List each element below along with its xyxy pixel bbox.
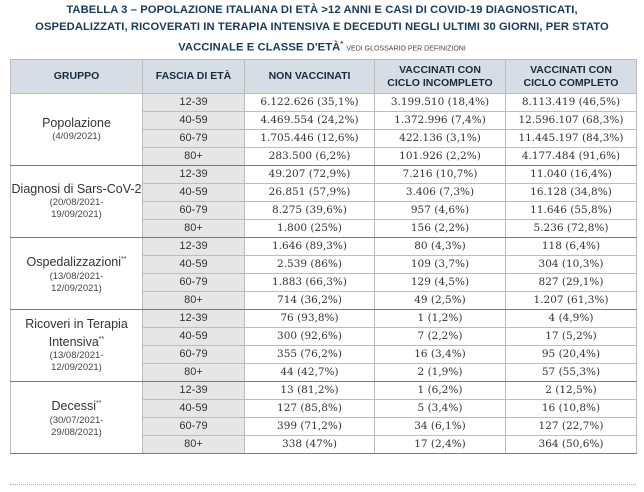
header-completo-line-2: CICLO COMPLETO xyxy=(523,76,619,89)
non-vaccinati-cell: 8.275 (39,6%) xyxy=(245,202,375,220)
ciclo-completo-cell: 16.128 (34,8%) xyxy=(506,184,637,202)
title-line-3 xyxy=(0,36,644,58)
ciclo-incompleto-cell: 1 (6,2%) xyxy=(375,382,506,400)
group-cell xyxy=(11,238,143,310)
age-cell: 40-59 xyxy=(143,328,245,346)
non-vaccinati-cell: 1.646 (89,3%) xyxy=(245,238,375,256)
header-incompleto-line-1: VACCINATI CON xyxy=(399,63,481,76)
ciclo-incompleto-cell: 16 (3,4%) xyxy=(375,346,506,364)
group-period: (4/09/2021) xyxy=(52,131,101,142)
ciclo-completo-cell: 4.177.484 (91,6%) xyxy=(506,148,637,166)
group-period: (20/08/2021- xyxy=(49,197,104,208)
age-cell: 80+ xyxy=(143,220,245,238)
ciclo-completo-cell: 57 (55,3%) xyxy=(506,364,637,382)
ciclo-incompleto-cell: 109 (3,7%) xyxy=(375,256,506,274)
non-vaccinati-cell: 13 (81,2%) xyxy=(245,382,375,400)
age-cell: 40-59 xyxy=(143,256,245,274)
age-cell: 60-79 xyxy=(143,130,245,148)
ciclo-incompleto-cell: 1.372.996 (7,4%) xyxy=(375,112,506,130)
group-cell xyxy=(11,94,143,166)
ciclo-completo-cell: 2 (12,5%) xyxy=(506,382,637,400)
ciclo-incompleto-cell: 7.216 (10,7%) xyxy=(375,166,506,184)
group-cell xyxy=(11,166,143,238)
age-cell: 12-39 xyxy=(143,94,245,112)
age-cell: 12-39 xyxy=(143,310,245,328)
glossary-note: VEDI GLOSSARIO PER DEFINIZIONI xyxy=(346,45,466,53)
group-marker: ** xyxy=(121,256,127,264)
ciclo-incompleto-cell: 101.926 (2,2%) xyxy=(375,148,506,166)
non-vaccinati-cell: 2.539 (86%) xyxy=(245,256,375,274)
ciclo-completo-cell: 5.236 (72,8%) xyxy=(506,220,637,238)
ciclo-incompleto-cell: 80 (4,3%) xyxy=(375,238,506,256)
ciclo-completo-cell: 364 (50,6%) xyxy=(506,436,637,454)
non-vaccinati-cell: 1.800 (25%) xyxy=(245,220,375,238)
age-cell: 60-79 xyxy=(143,346,245,364)
non-vaccinati-cell: 4.469.554 (24,2%) xyxy=(245,112,375,130)
age-cell: 60-79 xyxy=(143,274,245,292)
group-name: Decessi xyxy=(51,399,96,414)
non-vaccinati-cell: 714 (36,2%) xyxy=(245,292,375,310)
age-cell: 60-79 xyxy=(143,202,245,220)
group-cell xyxy=(11,310,143,382)
group-period: 19/09/2021) xyxy=(51,209,102,220)
ciclo-completo-cell: 12.596.107 (68,3%) xyxy=(506,112,637,130)
group-period: 12/09/2021) xyxy=(51,362,102,374)
title-line-1: TABELLA 3 – POPOLAZIONE ITALIANA DI ETÀ >12 ANNI E CASI DI COVID-19 DIAGNOSTICATI, xyxy=(66,4,578,16)
age-cell: 40-59 xyxy=(143,184,245,202)
ciclo-completo-cell: 304 (10,3%) xyxy=(506,256,637,274)
age-cell: 12-39 xyxy=(143,382,245,400)
group-name: Popolazione xyxy=(42,116,111,130)
non-vaccinati-cell: 44 (42,7%) xyxy=(245,364,375,382)
ciclo-completo-cell: 8.113.419 (46,5%) xyxy=(506,94,637,112)
group-period: (30/07/2021- xyxy=(49,414,104,426)
ciclo-incompleto-cell: 422.136 (3,1%) xyxy=(375,130,506,148)
ciclo-incompleto-cell: 1 (1,2%) xyxy=(375,310,506,328)
non-vaccinati-cell: 355 (76,2%) xyxy=(245,346,375,364)
non-vaccinati-cell: 76 (93,8%) xyxy=(245,310,375,328)
non-vaccinati-cell: 399 (71,2%) xyxy=(245,418,375,436)
ciclo-completo-cell: 11.646 (55,8%) xyxy=(506,202,637,220)
non-vaccinati-cell: 6.122.626 (35,1%) xyxy=(245,94,375,112)
group-period: (13/08/2021- xyxy=(49,270,104,282)
non-vaccinati-cell: 338 (47%) xyxy=(245,436,375,454)
group-period: 12/09/2021) xyxy=(51,282,102,294)
table-body xyxy=(11,94,637,454)
group-period: 29/08/2021) xyxy=(51,426,102,438)
table-row xyxy=(11,238,637,256)
age-cell: 80+ xyxy=(143,148,245,166)
header-gruppo: GRUPPO xyxy=(11,60,143,94)
non-vaccinati-cell: 1.883 (66,3%) xyxy=(245,274,375,292)
group-name: Ricoveri in Terapia Intensiva xyxy=(25,316,128,350)
ciclo-completo-cell: 11.040 (16,4%) xyxy=(506,166,637,184)
ciclo-completo-cell: 118 (6,4%) xyxy=(506,238,637,256)
ciclo-completo-cell: 95 (20,4%) xyxy=(506,346,637,364)
ciclo-incompleto-cell: 3.199.510 (18,4%) xyxy=(375,94,506,112)
table-row xyxy=(11,166,637,184)
age-cell: 12-39 xyxy=(143,238,245,256)
age-cell: 80+ xyxy=(143,436,245,454)
group-name: Diagnosi di Sars-CoV-2 xyxy=(11,182,142,196)
ciclo-incompleto-cell: 156 (2,2%) xyxy=(375,220,506,238)
group-period: (13/08/2021- xyxy=(49,350,104,362)
ciclo-incompleto-cell: 34 (6,1%) xyxy=(375,418,506,436)
ciclo-completo-cell: 827 (29,1%) xyxy=(506,274,637,292)
ciclo-incompleto-cell: 49 (2,5%) xyxy=(375,292,506,310)
ciclo-incompleto-cell: 5 (3,4%) xyxy=(375,400,506,418)
table-row xyxy=(11,94,637,112)
table-row xyxy=(11,310,637,328)
age-cell: 40-59 xyxy=(143,112,245,130)
ciclo-completo-cell: 1.207 (61,3%) xyxy=(506,292,637,310)
group-marker: ** xyxy=(98,335,105,343)
non-vaccinati-cell: 300 (92,6%) xyxy=(245,328,375,346)
ciclo-completo-cell: 17 (5,2%) xyxy=(506,328,637,346)
header-row xyxy=(11,60,637,94)
title-marker: * xyxy=(340,41,344,48)
age-cell: 40-59 xyxy=(143,400,245,418)
age-cell: 80+ xyxy=(143,292,245,310)
ciclo-incompleto-cell: 7 (2,2%) xyxy=(375,328,506,346)
header-ciclo-incompleto xyxy=(375,60,506,94)
ciclo-incompleto-cell: 17 (2,4%) xyxy=(375,436,506,454)
non-vaccinati-cell: 26.851 (57,9%) xyxy=(245,184,375,202)
ciclo-completo-cell: 4 (4,9%) xyxy=(506,310,637,328)
table-row xyxy=(11,382,637,400)
age-cell: 60-79 xyxy=(143,418,245,436)
ciclo-completo-cell: 127 (22,7%) xyxy=(506,418,637,436)
non-vaccinati-cell: 49.207 (72,9%) xyxy=(245,166,375,184)
non-vaccinati-cell: 127 (85,8%) xyxy=(245,400,375,418)
title-line-2: OSPEDALIZZATI, RICOVERATI IN TERAPIA INTENSIVA E DECEDUTI NEGLI ULTIMI 30 GIORNI, PER STATO xyxy=(35,21,609,33)
title-line-3-text: VACCINALE E CLASSE D'ETÀ xyxy=(178,41,341,54)
group-name: Ospedalizzazioni xyxy=(26,255,122,270)
non-vaccinati-cell: 1.705.446 (12,6%) xyxy=(245,130,375,148)
ciclo-incompleto-cell: 957 (4,6%) xyxy=(375,202,506,220)
header-ciclo-completo xyxy=(506,60,637,94)
age-cell: 12-39 xyxy=(143,166,245,184)
ciclo-completo-cell: 16 (10,8%) xyxy=(506,400,637,418)
header-fascia: FASCIA DI ETÀ xyxy=(143,60,245,94)
ciclo-incompleto-cell: 3.406 (7,3%) xyxy=(375,184,506,202)
group-marker: ** xyxy=(96,400,102,408)
group-cell xyxy=(11,382,143,454)
header-completo-line-1: VACCINATI CON xyxy=(530,63,612,76)
header-non-vaccinati: NON VACCINATI xyxy=(245,60,375,94)
ciclo-incompleto-cell: 129 (4,5%) xyxy=(375,274,506,292)
age-cell: 80+ xyxy=(143,364,245,382)
non-vaccinati-cell: 283.500 (6,2%) xyxy=(245,148,375,166)
header-incompleto-line-2: CICLO INCOMPLETO xyxy=(387,76,493,89)
ciclo-completo-cell: 11.445.197 (84,3%) xyxy=(506,130,637,148)
table-title xyxy=(0,2,644,58)
ciclo-incompleto-cell: 2 (1,9%) xyxy=(375,364,506,382)
data-table xyxy=(10,59,637,454)
